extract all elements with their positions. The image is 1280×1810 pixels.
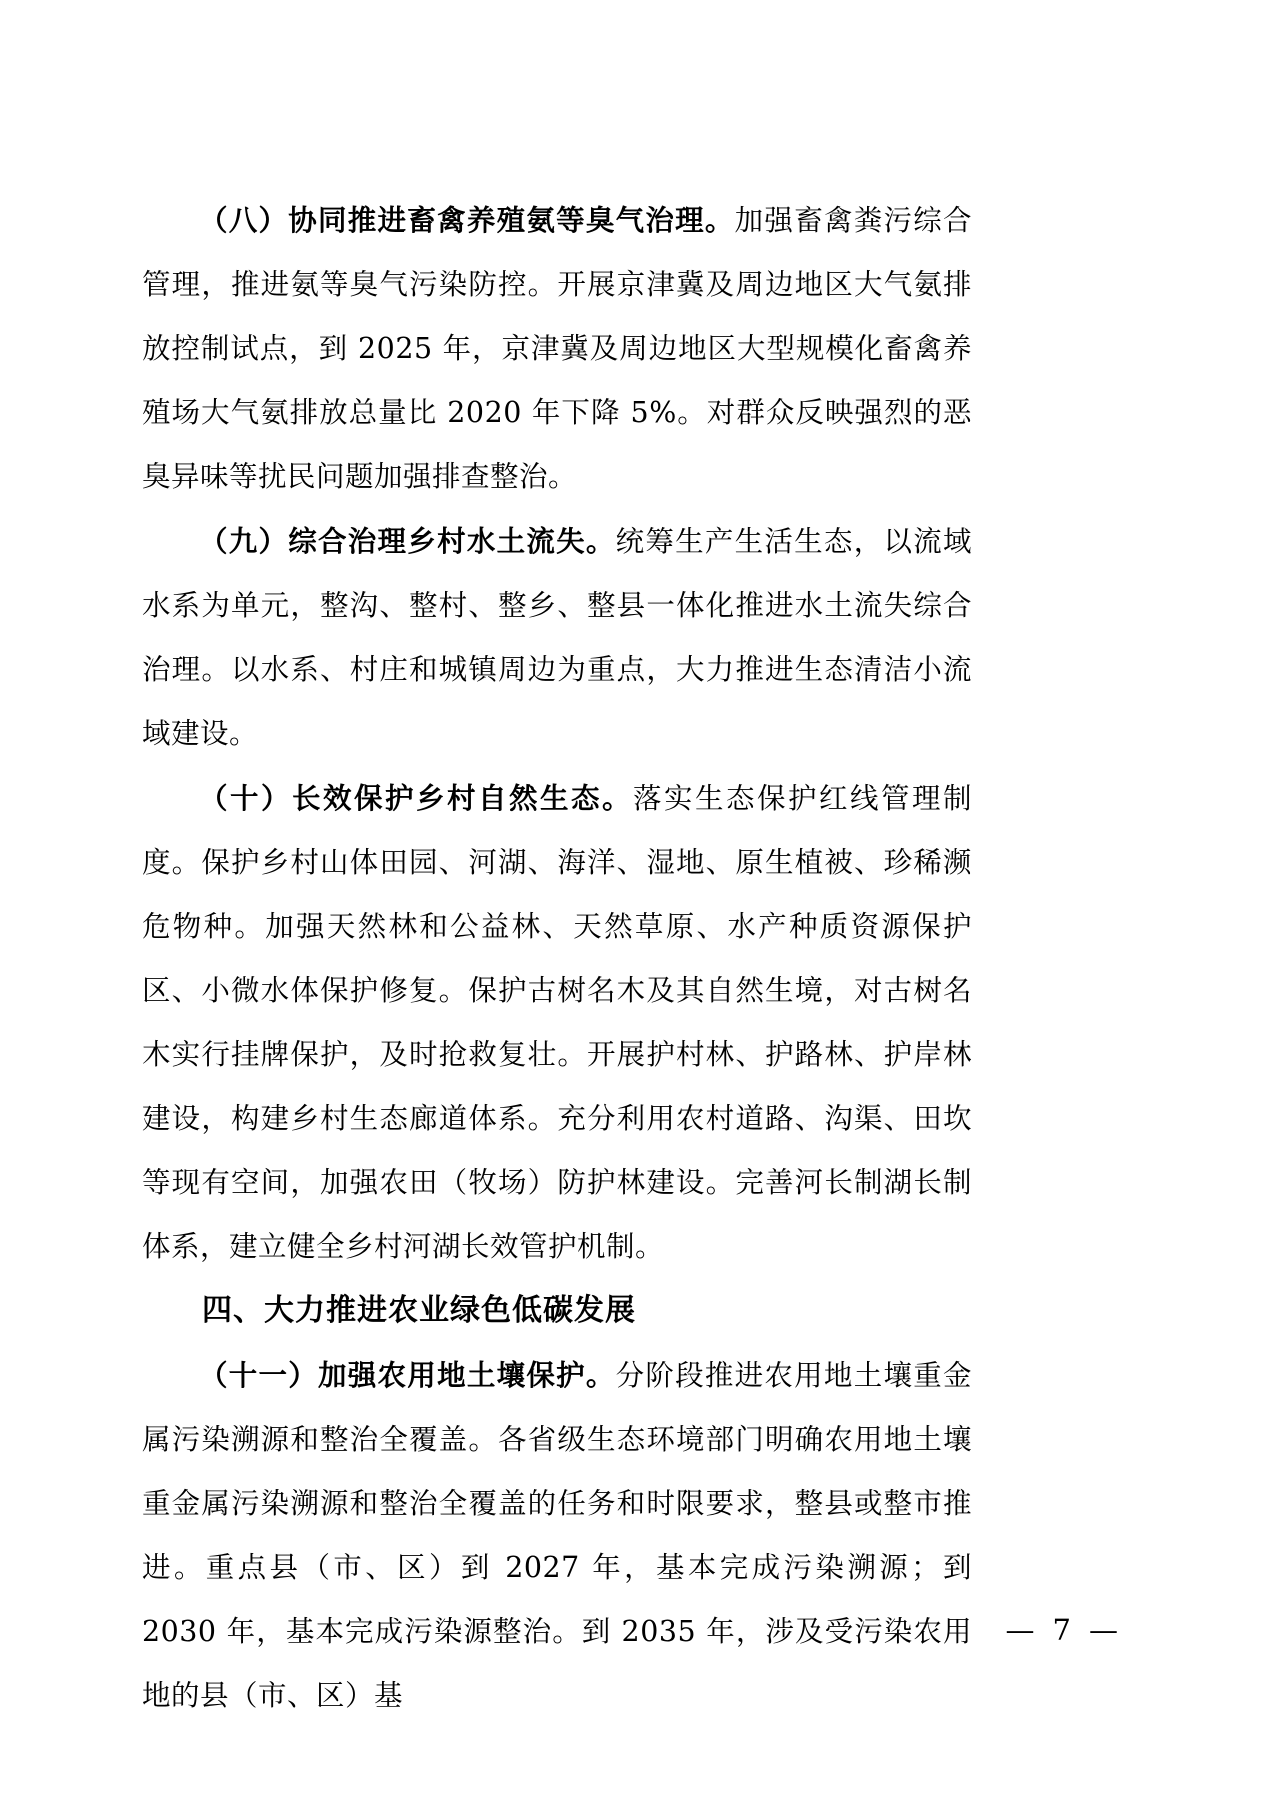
footer-left-dash: — [1005, 1613, 1035, 1647]
paragraph [142, 766, 972, 1279]
paragraph-text: 分阶段推进农用地土壤重金属污染溯源和整治全覆盖。各省级生态环境部门明确农用地土壤重金属污染溯源和整治全覆盖的任务和时限要求，整县或整市推进。重点县（市、区）到 2027 年，基本完成污染溯源；到 2030 年，基本完成污染源整治。到 2035 年，涉及受污染农用地的县（市、区）基 [142, 1359, 972, 1712]
paragraph [142, 1343, 972, 1728]
paragraph-lead: （八）协同推进畜禽养殖氨等臭气治理。 [199, 203, 735, 237]
page-number: 7 [1052, 1613, 1071, 1647]
paragraph [142, 509, 972, 766]
paragraph-text: 统筹生产生活生态，以流域水系为单元，整沟、整村、整乡、整县一体化推进水土流失综合治理。以水系、村庄和城镇周边为重点，大力推进生态清洁小流域建设。 [142, 525, 972, 750]
paragraph-lead: （九）综合治理乡村水土流失。 [199, 524, 616, 558]
section-heading: 四、大力推进农业绿色低碳发展 [202, 1294, 636, 1327]
footer-right-dash: — [1089, 1613, 1118, 1647]
paragraph-text: 落实生态保护红线管理制度。保护乡村山体田园、河湖、海洋、湿地、原生植被、珍稀濒危物种。加强天然林和公益林、天然草原、水产种质资源保护区、小微水体保护修复。保护古树名木及其自然生境，对古树名木实行挂牌保护，及时抢救复壮。开展护村林、护路林、护岸林建设，构建乡村生态廊道体系。充分利用农村道路、沟渠、田坎等现有空间，加强农田（牧场）防护林建设。完善河长制湖长制体系，建立健全乡村河湖长效管护机制。 [142, 782, 972, 1263]
paragraph-text: 加强畜禽粪污综合管理，推进氨等臭气污染防控。开展京津冀及周边地区大气氨排放控制试点，到 2025 年，京津冀及周边地区大型规模化畜禽养殖场大气氨排放总量比 2020 年下降 5%。对群众反映强烈的恶臭异味等扰民问题加强排查整治。 [142, 204, 972, 493]
document-body [142, 188, 972, 1728]
paragraph [142, 188, 972, 509]
paragraph-lead: （十）长效保护乡村自然生态。 [199, 781, 633, 815]
paragraph-lead: （十一）加强农用地土壤保护。 [199, 1358, 616, 1392]
page-footer [1006, 1598, 1118, 1662]
